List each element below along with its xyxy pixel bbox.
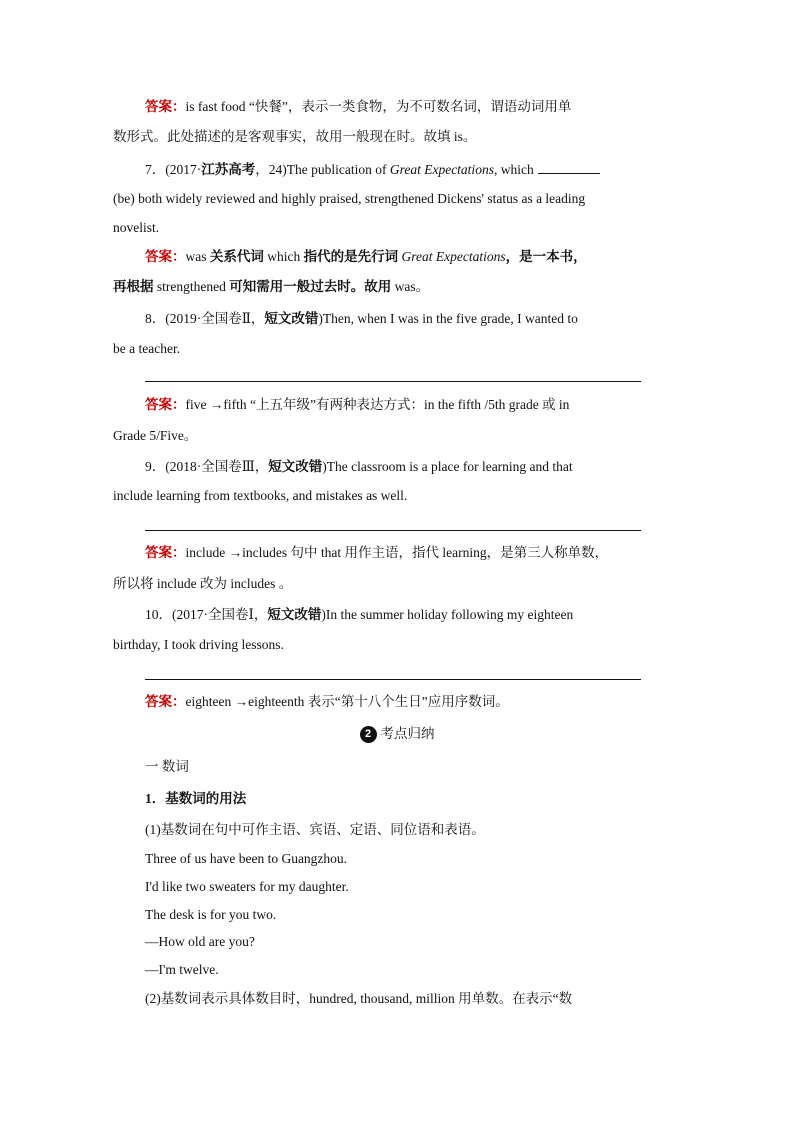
answer-6-line-2: 数形式。此处描述的是客观事实，故用一般现在时。故填 is。 <box>113 129 477 144</box>
question-7-line-1: 7．(2017·江苏高考，24)The publication of Great Expectations, which <box>145 160 681 180</box>
example-sentence: Three of us have been to Guangzhou. <box>145 851 348 866</box>
question-8-line-2: be a teacher. <box>113 341 181 356</box>
example-sentence: —How old are you? <box>145 934 255 949</box>
answer-blank-line <box>145 530 641 531</box>
answer-label: 答案： <box>145 694 186 709</box>
question-source: 短文改错 <box>268 459 323 474</box>
answer-9-line-2: 所以将 include 改为 includes 。 <box>113 576 293 591</box>
answer-label: 答案： <box>145 249 186 264</box>
question-source: 江苏高考 <box>201 162 256 177</box>
answer-blank-line <box>145 381 641 382</box>
answer-blank-line <box>145 679 641 680</box>
question-source: 短文改错 <box>267 607 322 622</box>
answer-label: 答案： <box>145 99 186 114</box>
question-7-line-2: (be) both widely reviewed and highly praised, strengthened Dickens' status as a leading <box>113 191 586 206</box>
question-9-line-2: include learning from textbooks, and mistakes as well. <box>113 488 408 503</box>
section-heading <box>113 724 681 744</box>
question-source: 短文改错 <box>264 311 319 326</box>
answer-8-line-1: 答案：five →fifth “上五年级”有两种表达方式：in the fifth /5th grade 或 in <box>145 397 570 412</box>
heading-cardinal-usage: 1．基数词的用法 <box>145 791 247 806</box>
answer-9-line-1: 答案：include →includes 句中 that 用作主语，指代 learning，是第三人称单数， <box>145 545 609 560</box>
question-9-line-1: 9．(2018·全国卷Ⅲ，短文改错)The classroom is a place for learning and that <box>145 459 573 474</box>
question-8-line-1: 8．(2019·全国卷Ⅱ，短文改错)Then, when I was in the five grade, I wanted to <box>145 311 578 326</box>
answer-10-line-1: 答案：eighteen →eighteenth 表示“第十八个生日”应用序数词。 <box>145 694 509 709</box>
answer-label: 答案： <box>145 545 186 560</box>
question-7-line-3: novelist. <box>113 220 160 235</box>
example-sentence: I'd like two sweaters for my daughter. <box>145 879 349 894</box>
fill-blank <box>538 161 600 174</box>
answer-6-line-1 <box>145 97 681 117</box>
question-10-line-1: 10．(2017·全国卷Ⅰ，短文改错)In the summer holiday following my eighteen <box>145 607 574 622</box>
answer-7-line-2: 再根据 strengthened 可知需用一般过去时。故用 was。 <box>113 279 430 294</box>
question-10-line-2: birthday, I took driving lessons. <box>113 637 284 652</box>
section-title: 考点归纳 <box>380 726 435 741</box>
answer-6-text: is fast food “快餐”，表示一类食物，为不可数名词，谓语动词用单 <box>185 99 572 114</box>
example-sentence: The desk is for you two. <box>145 907 277 922</box>
answer-8-line-2: Grade 5/Five。 <box>113 428 198 443</box>
answer-label: 答案： <box>145 397 186 412</box>
heading-numerals: 一 数词 <box>145 759 189 774</box>
rule-paragraph-1: (1)基数词在句中可作主语、宾语、定语、同位语和表语。 <box>145 822 485 837</box>
answer-7-line-1: 答案：was 关系代词 which 指代的是先行词 Great Expectations，是一本书， <box>145 249 587 264</box>
example-sentence: —I'm twelve. <box>145 962 219 977</box>
rule-paragraph-2: (2)基数词表示具体数目时，hundred, thousand, million 用单数。在表示“数 <box>145 991 573 1006</box>
section-number-badge: 2 <box>360 726 377 743</box>
